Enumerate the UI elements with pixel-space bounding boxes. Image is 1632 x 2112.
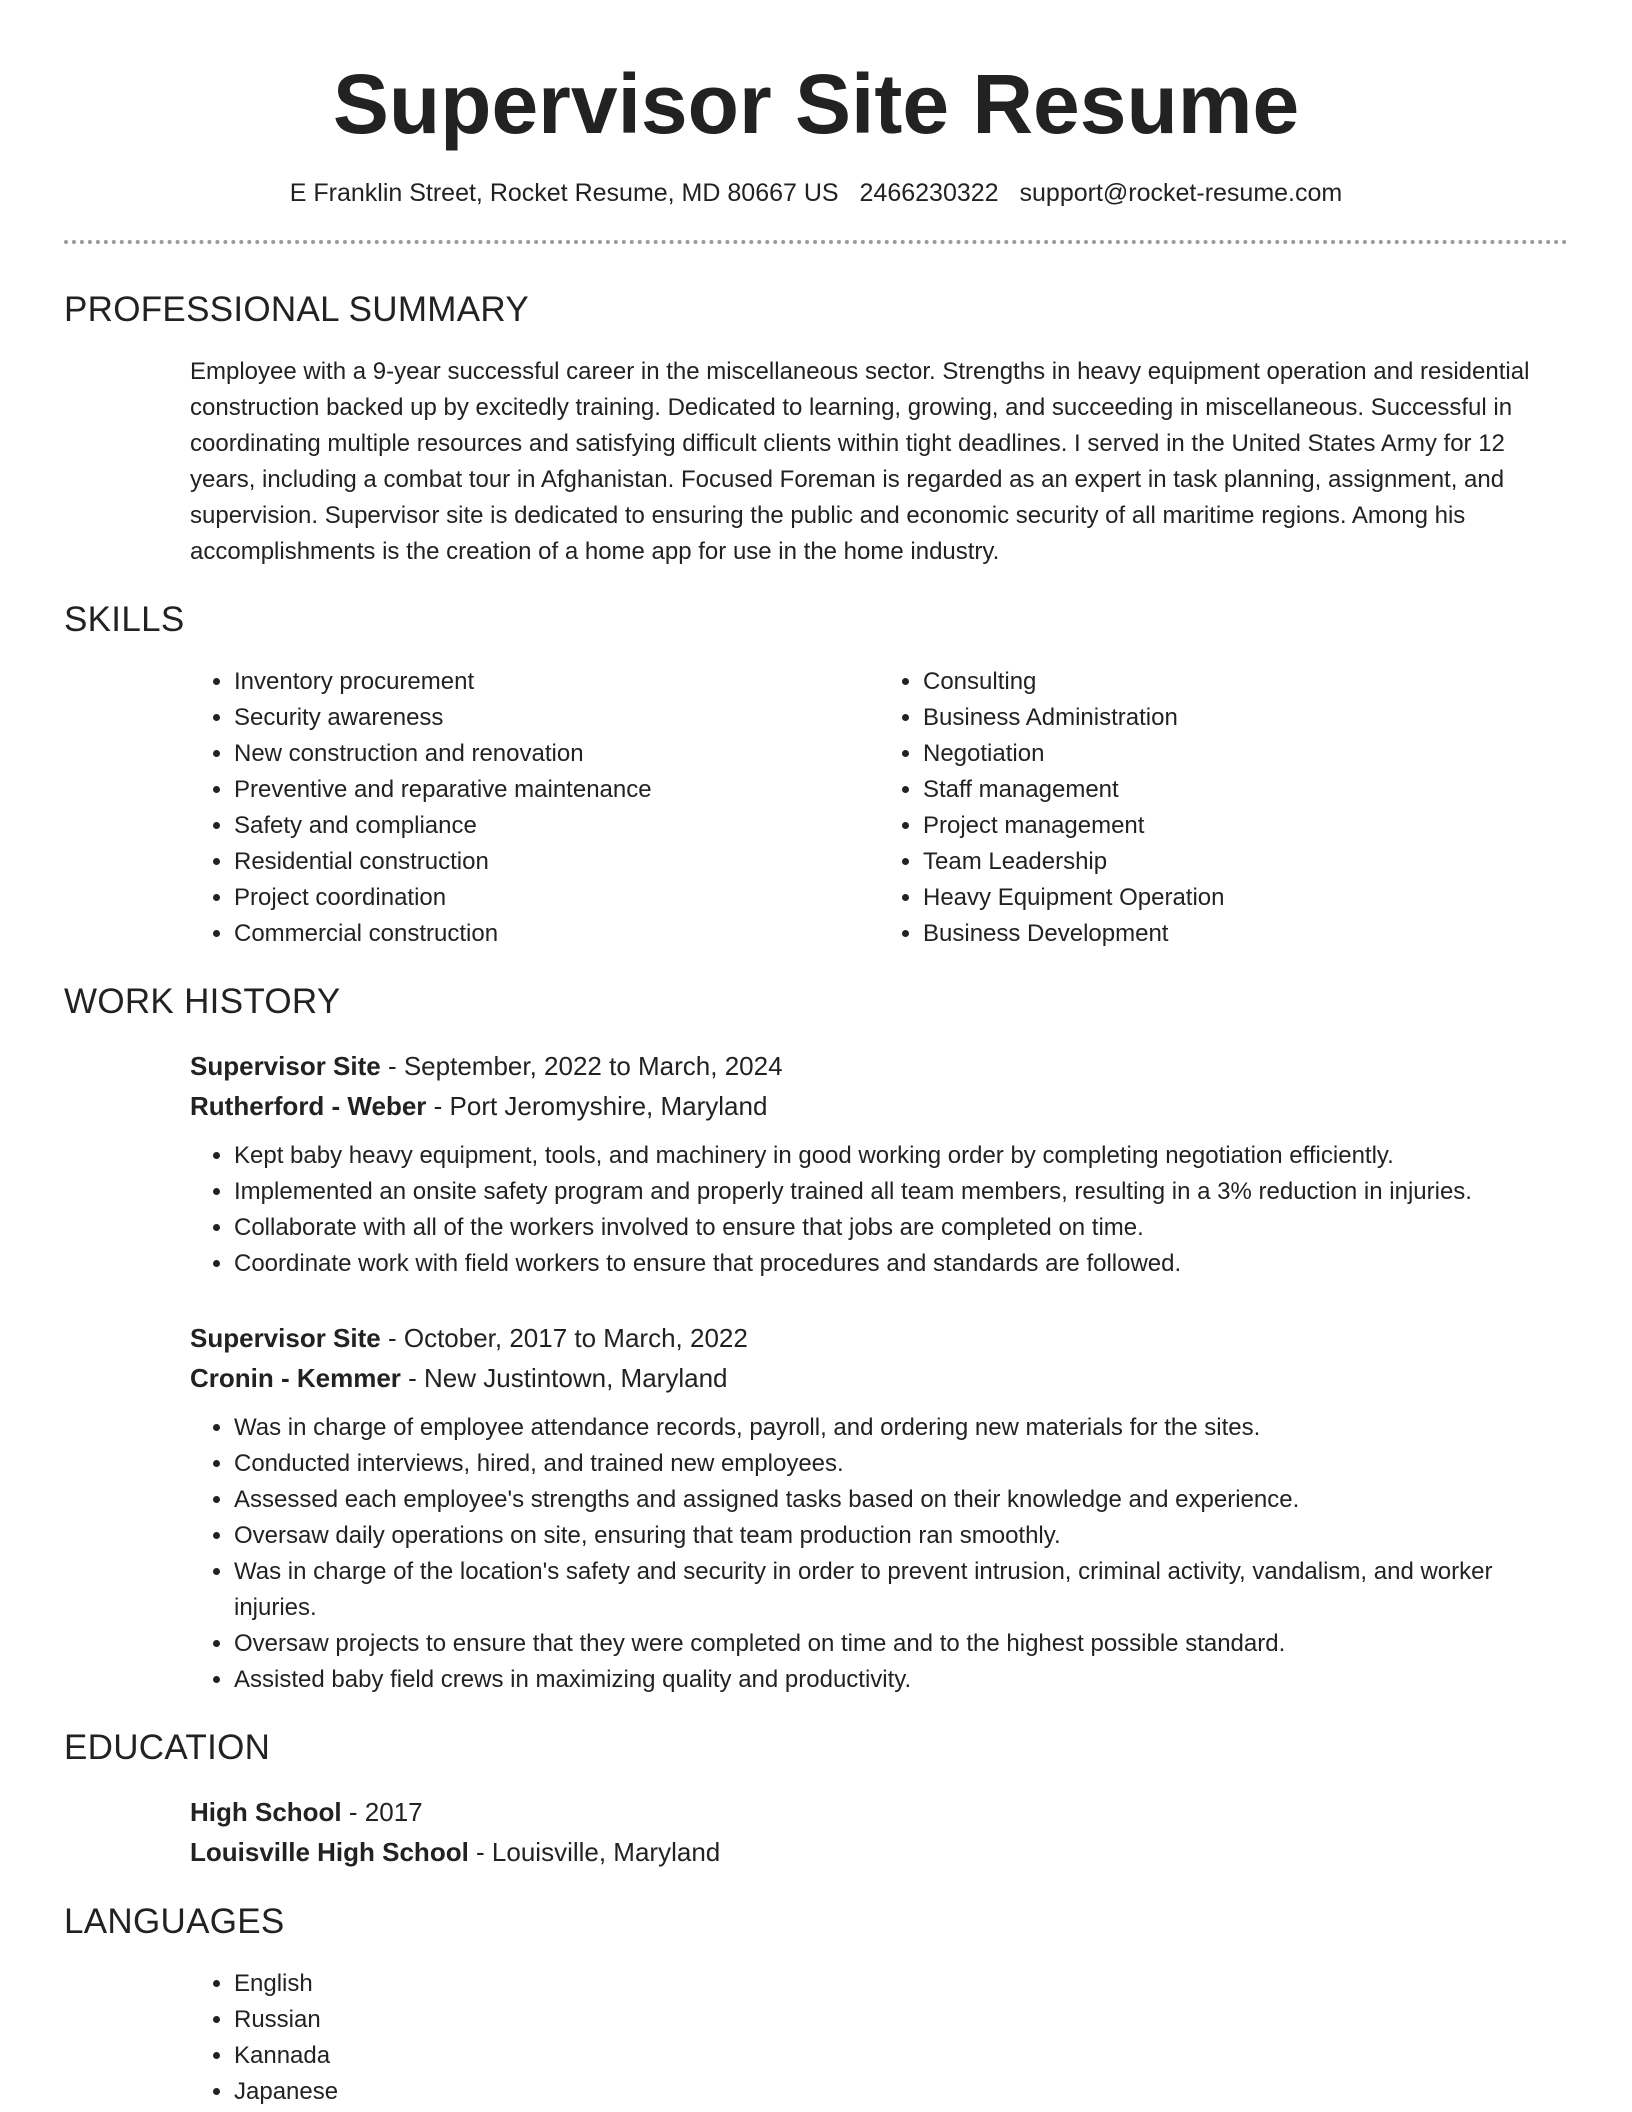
contact-line <box>64 176 1568 210</box>
skills-columns <box>190 664 1568 952</box>
language-item: • Kannada <box>234 2038 1568 2074</box>
skill-item: • Team Leadership <box>923 844 1568 880</box>
skills-list-right <box>879 664 1568 952</box>
section-title-education: EDUCATION <box>64 1728 271 1767</box>
contact-email: support@rocket-resume.com <box>1019 179 1343 207</box>
skill-item: • Business Development <box>923 916 1568 952</box>
skill-item: • Project management <box>923 808 1568 844</box>
education-location: - Louisville, Maryland <box>468 1837 721 1867</box>
skills-list-left <box>190 664 879 952</box>
job-bullet: • Oversaw daily operations on site, ensuring that team production ran smoothly. <box>234 1518 1568 1554</box>
job-bullet: • Assessed each employee's strengths and assigned tasks based on their knowledge and experience. <box>234 1482 1568 1518</box>
job-bullet: • Collaborate with all of the workers involved to ensure that jobs are completed on time. <box>234 1210 1568 1246</box>
skill-item: • Staff management <box>923 772 1568 808</box>
job-role: Supervisor Site <box>190 1323 381 1353</box>
job-entry <box>190 1046 1568 1282</box>
header-divider <box>64 240 1568 244</box>
job-bullet: • Oversaw projects to ensure that they were completed on time and to the highest possible standard. <box>234 1626 1568 1662</box>
job-bullet: • Implemented an onsite safety program and properly trained all team members, resulting in a 3% reduction in injuries. <box>234 1174 1568 1210</box>
job-dates: - September, 2022 to March, 2024 <box>380 1051 783 1081</box>
section-work-history <box>64 980 1568 1698</box>
job-role: Supervisor Site <box>190 1051 381 1081</box>
job-entry <box>190 1318 1568 1698</box>
job-bullets <box>190 1410 1568 1698</box>
job-company: Rutherford - Weber <box>190 1091 427 1121</box>
languages-list <box>190 1966 1568 2110</box>
job-bullet: • Kept baby heavy equipment, tools, and machinery in good working order by completing negotiation efficiently. <box>234 1138 1568 1174</box>
job-bullet: • Was in charge of employee attendance records, payroll, and ordering new materials for the sites. <box>234 1410 1568 1446</box>
job-bullets <box>190 1138 1568 1282</box>
job-title-line <box>190 1318 1568 1358</box>
skill-item: • Heavy Equipment Operation <box>923 880 1568 916</box>
section-summary <box>64 288 1568 570</box>
education-year: - 2017 <box>341 1797 423 1827</box>
job-bullet: • Assisted baby field crews in maximizing quality and productivity. <box>234 1662 1568 1698</box>
section-title-summary: PROFESSIONAL SUMMARY <box>64 290 529 329</box>
contact-address: E Franklin Street, Rocket Resume, MD 80667 US <box>289 179 839 207</box>
job-title-line <box>190 1046 1568 1086</box>
job-dates: - October, 2017 to March, 2022 <box>380 1323 748 1353</box>
education-degree: High School <box>190 1797 342 1827</box>
section-title-work: WORK HISTORY <box>64 982 341 1021</box>
language-item: • Japanese <box>234 2074 1568 2110</box>
skill-item: • Security awareness <box>234 700 879 736</box>
language-item: • English <box>234 1966 1568 2002</box>
section-title-skills: SKILLS <box>64 600 185 639</box>
section-title-languages: LANGUAGES <box>64 1902 285 1941</box>
education-school: Louisville High School <box>190 1837 469 1867</box>
skill-item: • Safety and compliance <box>234 808 879 844</box>
section-skills <box>64 598 1568 952</box>
skill-item: • Residential construction <box>234 844 879 880</box>
skill-item: • Project coordination <box>234 880 879 916</box>
skill-item: • New construction and renovation <box>234 736 879 772</box>
job-location: - New Justintown, Maryland <box>400 1363 728 1393</box>
resume-title: Supervisor Site Resume <box>332 57 1300 151</box>
skill-item: • Commercial construction <box>234 916 879 952</box>
skill-item: • Consulting <box>923 664 1568 700</box>
job-company: Cronin - Kemmer <box>190 1363 401 1393</box>
job-bullet: • Conducted interviews, hired, and trained new employees. <box>234 1446 1568 1482</box>
education-entry <box>190 1792 1568 1872</box>
skill-item: • Inventory procurement <box>234 664 879 700</box>
skill-item: • Preventive and reparative maintenance <box>234 772 879 808</box>
summary-text: Employee with a 9-year successful career in the miscellaneous sector. Strengths in heavy equipment operation and residential construction backed up by excitedly training. Dedicated to learning, growing, and succeeding in miscellaneous. Successful in coordinating multiple resources and satisfying difficult clients within tight deadlines. I served in the United States Army for 12 years, including a combat tour in Afghanistan. Focused Foreman is regarded as an expert in task planning, assignment, and supervision. Supervisor site is dedicated to ensuring the public and economic security of all maritime regions. Among his accomplishments is the creation of a home app for use in the home industry. <box>190 358 1530 565</box>
job-company-line <box>190 1086 1568 1126</box>
contact-phone: 2466230322 <box>859 179 999 207</box>
skill-item: • Negotiation <box>923 736 1568 772</box>
education-school-line <box>190 1832 1568 1872</box>
skill-item: • Business Administration <box>923 700 1568 736</box>
language-item: • Russian <box>234 2002 1568 2038</box>
job-bullet: • Coordinate work with field workers to ensure that procedures and standards are followed. <box>234 1246 1568 1282</box>
section-languages <box>64 1900 1568 2110</box>
education-degree-line <box>190 1792 1568 1832</box>
job-company-line <box>190 1358 1568 1398</box>
job-location: - Port Jeromyshire, Maryland <box>426 1091 768 1121</box>
job-bullet: • Was in charge of the location's safety and security in order to prevent intrusion, criminal activity, vandalism, and worker injuries. <box>234 1554 1568 1626</box>
section-education <box>64 1726 1568 1872</box>
